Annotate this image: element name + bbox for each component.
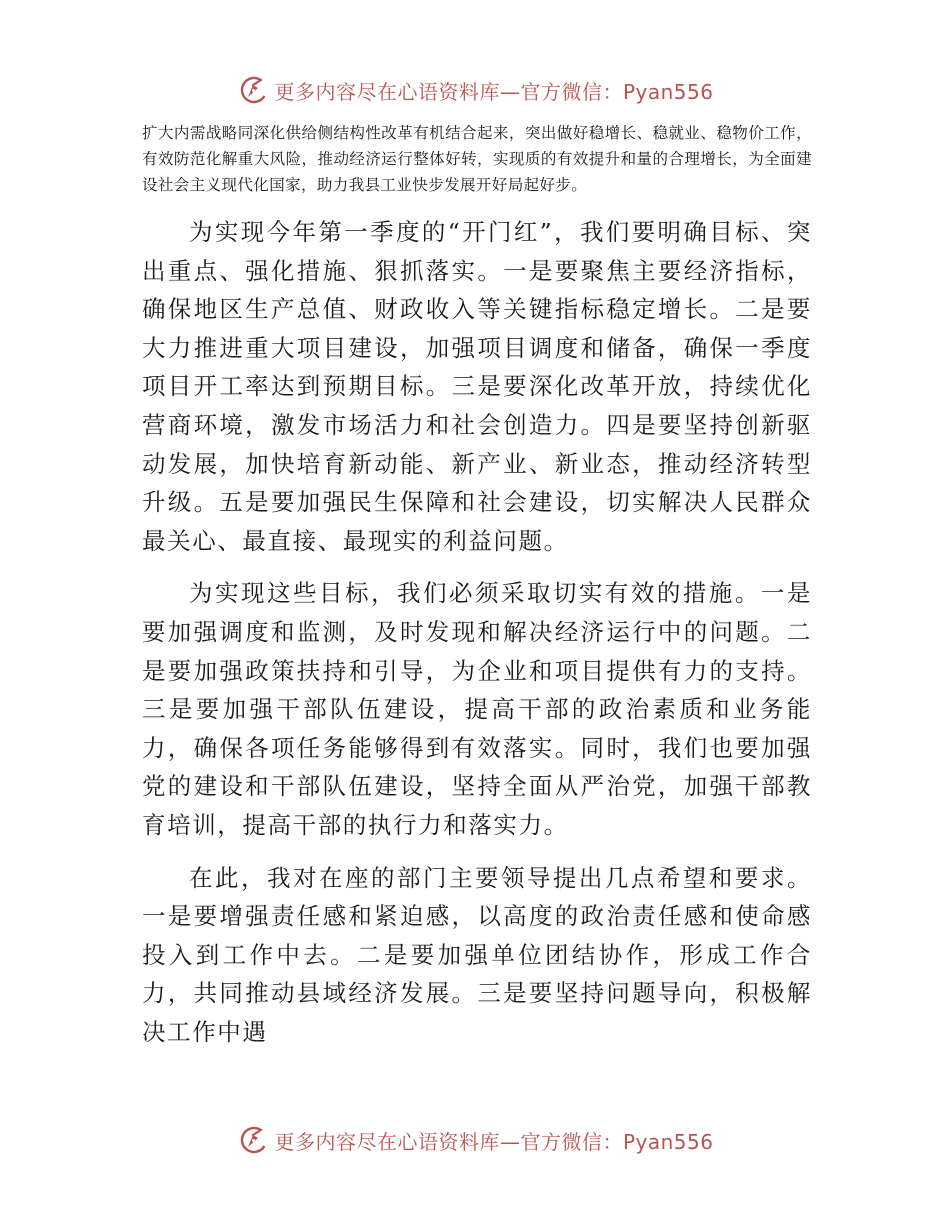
banner-text: 更多内容尽在心语资料库—官方微信：Pyan556	[274, 1129, 714, 1154]
pen-nib-logo-icon	[236, 1122, 272, 1158]
banner-text: 更多内容尽在心语资料库—官方微信：Pyan556	[274, 79, 714, 104]
paragraph-measures: 为实现这些目标，我们必须采取切实有效的措施。一是要加强调度和监测，及时发现和解决经济运行中的问题。二是要加强政策扶持和引导，为企业和项目提供有力的支持。三是要加强干部队伍建设，提高干部的政治素质和业务能力，确保各项任务能够得到有效落实。同时，我们也要加强党的建设和干部队伍建设，坚持全面从严治党，加强干部教育培训，提高干部的执行力和落实力。	[142, 579, 812, 839]
paragraph-requirements: 在此，我对在座的部门主要领导提出几点希望和要求。一是要增强责任感和紧迫感，以高度的政治责任感和使命感投入到工作中去。二是要加强单位团结协作，形成工作合力，共同推动县域经济发展。三是要坚持问题导向，积极解决工作中遇	[142, 863, 812, 1046]
intro-paragraph: 扩大内需战略同深化供给侧结构性改革有机结合起来，突出做好稳增长、稳就业、稳物价工作，有效防范化解重大风险，推动经济运行整体好转，实现质的有效提升和量的合理增长，为全面建设社会主义现代化国家，助力我县工业快步发展开好局起好步。	[142, 124, 812, 194]
footer-banner	[0, 1120, 950, 1160]
pen-nib-logo-icon	[236, 72, 272, 108]
header-banner	[0, 70, 950, 110]
paragraph-first-quarter-goals: 为实现今年第一季度的“开门红”，我们要明确目标、突出重点、强化措施、狠抓落实。一是要聚焦主要经济指标，确保地区生产总值、财政收入等关键指标稳定增长。二是要大力推进重大项目建设，加强项目调度和储备，确保一季度项目开工率达到预期目标。三是要深化改革开放，持续优化营商环境，激发市场活力和社会创造力。四是要坚持创新驱动发展，加快培育新动能、新产业、新业态，推动经济转型升级。五是要加强民生保障和社会建设，切实解决人民群众最关心、最直接、最现实的利益问题。	[142, 218, 812, 555]
document-body	[142, 213, 812, 1065]
